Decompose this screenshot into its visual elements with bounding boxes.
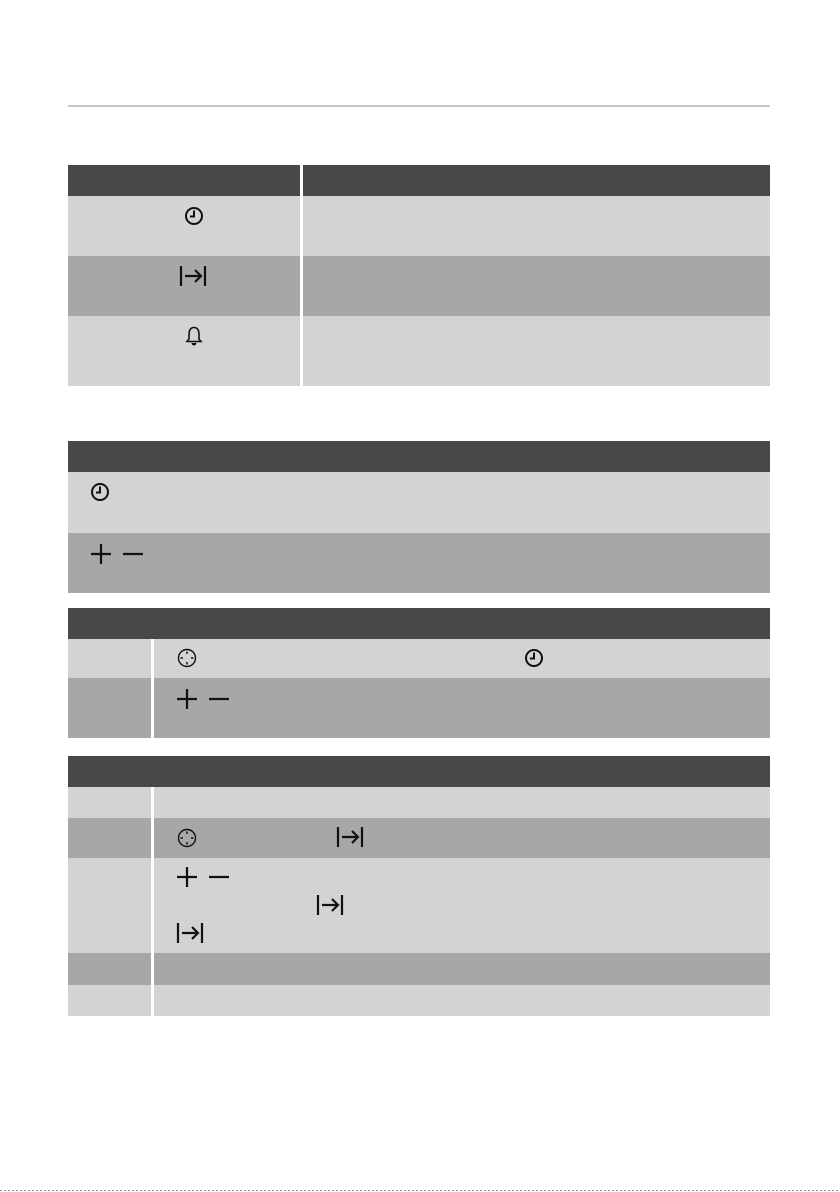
column-divider [151, 639, 154, 678]
buttons-table [68, 441, 770, 593]
table-header-row [68, 165, 770, 196]
table-row [68, 533, 770, 593]
table-row [68, 316, 770, 386]
plus-icon [176, 688, 198, 710]
table-row [68, 787, 770, 818]
table-row [68, 256, 770, 316]
minus-icon [122, 543, 144, 565]
clock-functions-table [68, 165, 770, 386]
table-row [68, 678, 770, 738]
table-row [68, 639, 770, 678]
section-divider [68, 105, 770, 107]
table-row [68, 818, 770, 858]
table-header-row [68, 608, 770, 639]
duration-arrow-icon [316, 894, 344, 916]
clock-outline-icon [177, 648, 197, 668]
bell-icon [185, 326, 203, 346]
minus-icon [208, 688, 230, 710]
table-row [68, 196, 770, 256]
table-row [68, 953, 770, 985]
column-divider [300, 316, 303, 386]
minus-icon [208, 866, 230, 888]
column-divider [151, 787, 154, 818]
column-divider [151, 818, 154, 858]
duration-arrow-icon [179, 265, 207, 287]
clock-icon [90, 482, 110, 502]
clock-icon [184, 206, 204, 226]
set-duration-steps-table [68, 756, 770, 1016]
clock-icon [524, 648, 544, 668]
table-header-row [68, 756, 770, 787]
column-divider [300, 196, 303, 256]
plus-icon [176, 866, 198, 888]
column-divider [151, 953, 154, 985]
column-divider [151, 985, 154, 1016]
page-bottom-edge [0, 1190, 840, 1191]
table-row [68, 985, 770, 1016]
table-row [68, 472, 770, 533]
duration-arrow-icon [176, 922, 204, 944]
table-row [68, 858, 770, 953]
table-header-row [68, 441, 770, 472]
set-time-steps-table [68, 608, 770, 738]
plus-icon [90, 543, 112, 565]
clock-outline-icon [177, 828, 197, 848]
duration-arrow-icon [336, 826, 364, 848]
column-divider [151, 858, 154, 953]
column-divider [300, 256, 303, 316]
column-divider [151, 678, 154, 738]
column-divider [300, 165, 303, 196]
